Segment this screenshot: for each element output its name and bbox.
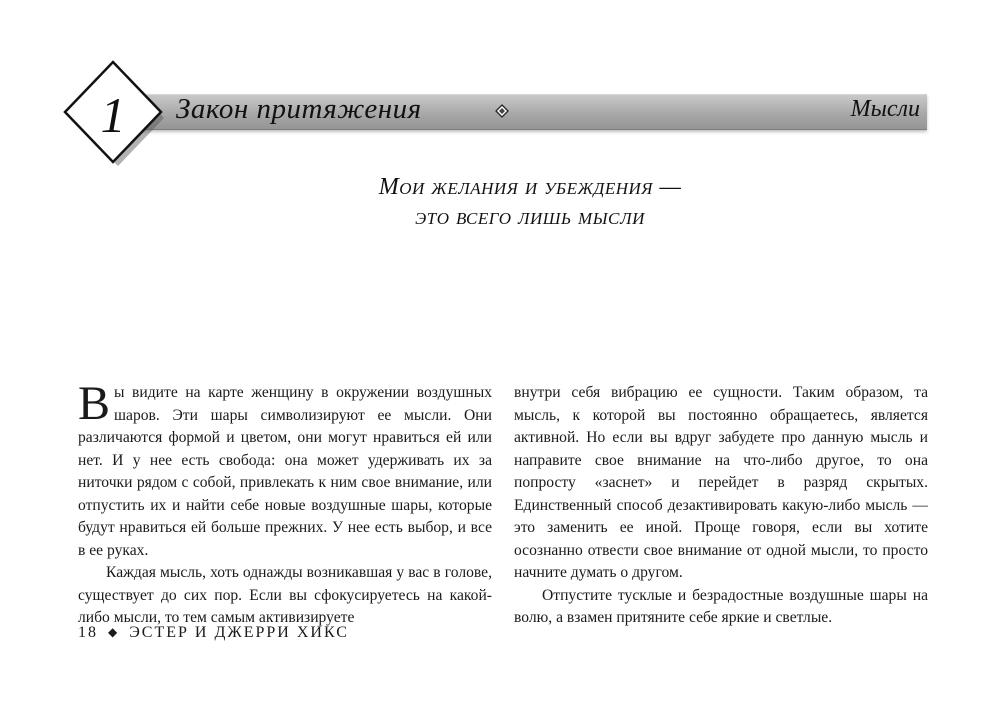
chapter-title: Закон притяжения xyxy=(176,93,422,125)
page-footer xyxy=(78,624,349,642)
paragraph-1 xyxy=(78,377,492,562)
drop-cap: В xyxy=(78,377,111,430)
subtitle-line-1: Мои желания и убеждения — xyxy=(378,174,682,200)
paragraph-2-start: Каждая мысль, хоть однажды возникавшая у вас в голове, существует до сих пор. Если вы сфокусируетесь на какой-либо мысли, то тем самым активизируете xyxy=(78,564,492,626)
book-authors: ЭСТЕР И ДЖЕРРИ ХИКС xyxy=(129,624,349,641)
right-text-column xyxy=(514,382,928,630)
left-text-column xyxy=(78,377,492,630)
paragraph-1-text: ы видите на карте женщину в окружении воздушных шаров. Эти шары символизируют ее мысли. Они различаются формой и цветом, они могут нравиться ей или нет. И у нее есть свобода: она может удерживать их за ниточки рядом с собой, привлекать к ним свое внимание, или отпустить их и найти себе новые воздушные шары, которые будут нравиться ей больше прежних. У нее есть выбор, и все в ее руках. xyxy=(78,384,492,559)
section-subtitle xyxy=(250,172,810,232)
chapter-number: 1 xyxy=(100,87,126,143)
diamond-ornament-icon: ◆ xyxy=(108,625,120,639)
subtitle-line-2: это всего лишь мысли xyxy=(415,204,645,230)
paragraph-3: Отпустите тусклые и безрадостные воздушные шары на волю, а взамен притяните себе яркие и светлые. xyxy=(514,586,928,626)
section-label: Мысли xyxy=(850,96,920,122)
paragraph-2-continued: внутри себя вибрацию ее сущности. Таким образом, та мысль, к которой вы постоянно обращаетесь, является активной. Но если вы вдруг забудете про данную мысль и направите свое внимание на что-либо другое, то она попросту «заснет» и перейдет в разряд скрытых. Единственный способ дезактивировать какую-либо мысль — это заменить ее иной. Проще говоря, если вы хотите осознанно отвести свое внимание от одной мысли, то просто начните думать о другом. xyxy=(514,384,928,581)
page-number: 18 xyxy=(78,624,98,641)
diamond-ornament-icon xyxy=(495,104,509,118)
